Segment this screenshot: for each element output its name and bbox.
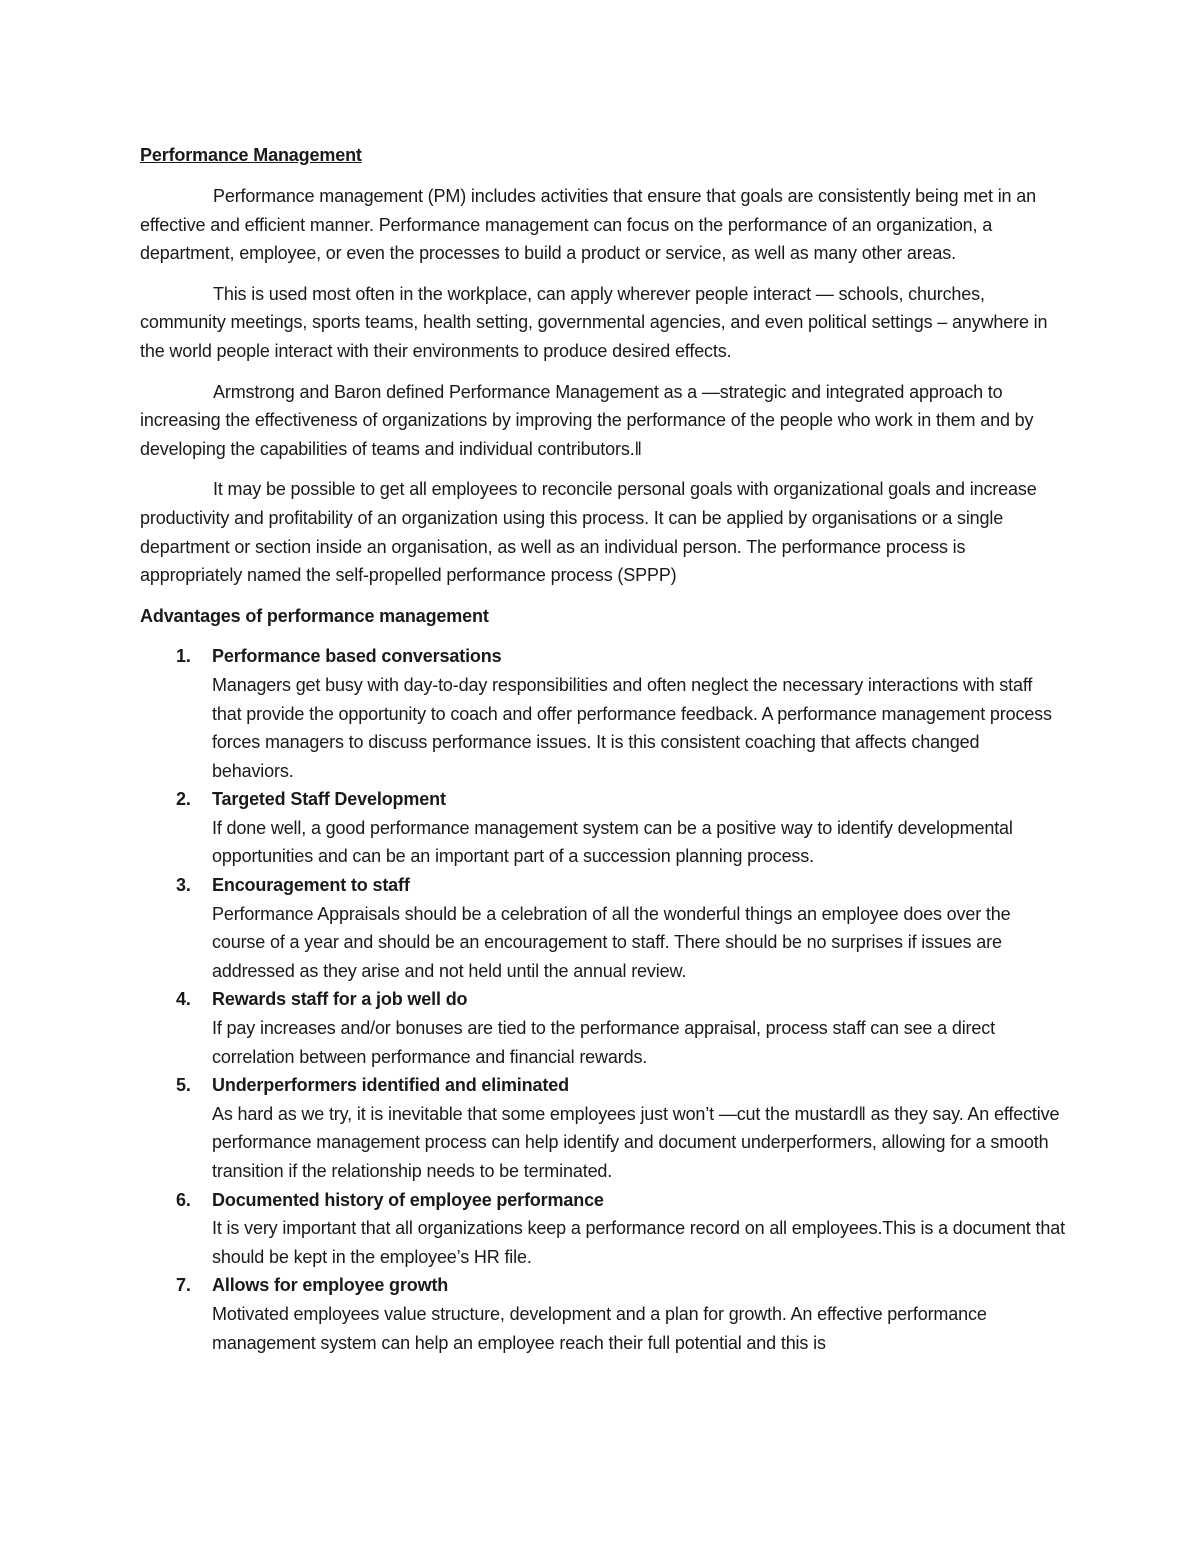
list-item-number: 6. <box>176 1189 191 1210</box>
document-title: Performance Management <box>140 145 362 165</box>
list-item-number: 7. <box>176 1275 191 1296</box>
list-item-body: If pay increases and/or bonuses are tied to the performance appraisal, process staff can see a direct correlation between performance and financial rewards. <box>212 1018 995 1067</box>
advantages-heading: Advantages of performance management <box>140 605 489 626</box>
list-item-number: 4. <box>176 989 191 1010</box>
list-item-body: Managers get busy with day-to-day responsibilities and often neglect the necessary interactions with staff that provide the opportunity to coach and offer performance feedback. A performance management process forces managers to discuss performance issues. It is this consistent coaching that affects changed behaviors. <box>212 674 1052 781</box>
list-item-number: 2. <box>176 789 191 810</box>
document-page <box>140 140 1065 1357</box>
list-item-body: Performance Appraisals should be a celebration of all the wonderful things an employee does over the course of a year and should be an encouragement to staff. There should be no surprises if issues are addressed as they arise and not held until the annual review. <box>212 903 1011 981</box>
list-item-body: If done well, a good performance management system can be a positive way to identify developmental opportunities and can be an important part of a succession planning process. <box>212 817 1013 867</box>
list-item-title: Allows for employee growth <box>212 1275 449 1296</box>
list-item <box>140 871 1065 985</box>
list-item-number: 1. <box>176 646 191 667</box>
list-item-body: As hard as we try, it is inevitable that some employees just won’t ―cut the mustard‖ as they say. An effective performance management process can help identify and document underperformers, allowing for a smooth transition if the relationship needs to be terminated. <box>212 1103 1060 1181</box>
paragraph-workplace-usage: This is used most often in the workplace, can apply wherever people interact — schools, churches, community meetings, sports teams, health setting, governmental agencies, and even political settings – anywhere in the world people interact with their environments to produce desired effects. <box>140 283 1048 361</box>
paragraph-employee-goals: It may be possible to get all employees to reconcile personal goals with organizational goals and increase productivity and profitability of an organization using this process. It can be applied by organisations or a single department or section inside an organisation, as well as an individual person. The performance process is appropriately named the self-propelled performance process (SPPP) <box>140 479 1037 586</box>
paragraph-armstrong-baron: Armstrong and Baron defined Performance Management as a ―strategic and integrated approach to increasing the effectiveness of organizations by improving the performance of the people who work in them and by developing the capabilities of teams and individual contributors.‖ <box>140 381 1034 459</box>
list-item <box>140 642 1065 785</box>
list-item-title: Rewards staff for a job well do <box>212 989 468 1010</box>
list-item-body: Motivated employees value structure, development and a plan for growth. An effective performance management system can help an employee reach their full potential and this is <box>212 1303 987 1353</box>
paragraph-pm-definition: Performance management (PM) includes activities that ensure that goals are consistently being met in an effective and efficient manner. Performance management can focus on the performance of an organization, a department, employee, or even the processes to build a product or service, as well as many other areas. <box>140 186 1036 264</box>
list-item <box>140 1186 1065 1272</box>
list-item-title: Underperformers identified and eliminated <box>212 1075 569 1096</box>
list-item-title: Documented history of employee performance <box>212 1189 604 1210</box>
list-item-number: 5. <box>176 1075 191 1096</box>
advantages-list <box>140 642 1065 1357</box>
list-item <box>140 985 1065 1071</box>
list-item-body: It is very important that all organizations keep a performance record on all employees.This is a document that should be kept in the employee’s HR file. <box>212 1218 1065 1267</box>
list-item <box>140 1271 1065 1357</box>
list-item-title: Encouragement to staff <box>212 875 410 896</box>
list-item <box>140 785 1065 871</box>
list-item-title: Performance based conversations <box>212 646 502 667</box>
list-item-number: 3. <box>176 875 191 896</box>
list-item <box>140 1071 1065 1185</box>
list-item-title: Targeted Staff Development <box>212 789 446 810</box>
